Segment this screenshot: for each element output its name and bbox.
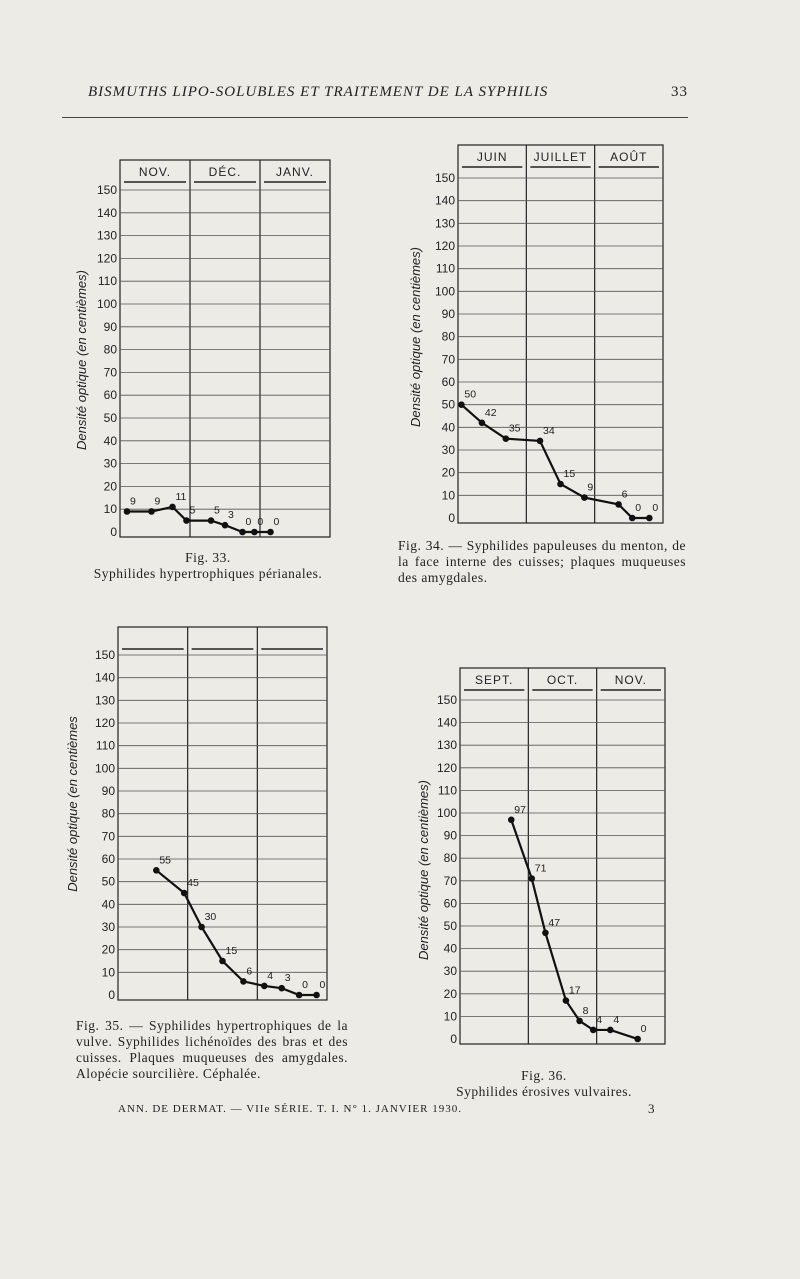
data-point	[267, 529, 274, 536]
y-tick-label: 40	[103, 433, 117, 448]
data-point	[629, 515, 636, 522]
data-point	[208, 517, 215, 524]
y-tick-label: 140	[436, 715, 457, 730]
data-label: 71	[534, 862, 547, 875]
data-point	[576, 1018, 583, 1025]
data-label: 35	[508, 422, 521, 435]
data-label: 5	[214, 504, 220, 517]
y-tick-label: 130	[94, 693, 115, 708]
data-label: 47	[548, 916, 561, 929]
fig-33-label: Fig. 33.	[185, 550, 231, 565]
data-label: 0	[302, 979, 308, 991]
month-label: JANV.	[276, 165, 314, 179]
y-tick-label: 80	[441, 329, 455, 344]
data-label: 9	[587, 481, 594, 494]
y-axis-label: Densité optique (en centièmes	[65, 716, 80, 892]
data-point	[169, 504, 176, 511]
y-tick-label: 20	[101, 942, 115, 957]
data-point	[261, 983, 268, 990]
y-tick-label: 60	[101, 852, 115, 866]
y-tick-label: 40	[443, 941, 457, 956]
y-tick-label: 90	[103, 319, 117, 334]
journal-footer: ANN. DE DERMAT. — VIIe SÉRIE. T. I. N° 1. JANVIER 1930.	[118, 1103, 462, 1115]
data-label: 0	[245, 516, 252, 528]
y-tick-label: 50	[103, 411, 117, 425]
data-label: 17	[568, 984, 581, 997]
data-label: 4	[596, 1013, 603, 1026]
y-tick-label: 90	[101, 784, 115, 798]
data-point	[615, 501, 622, 508]
data-point	[198, 924, 205, 931]
data-label: 3	[284, 972, 291, 985]
y-tick-label: 130	[96, 228, 117, 243]
data-label: 8	[582, 1004, 589, 1017]
y-tick-label: 80	[443, 851, 457, 866]
data-point	[581, 494, 588, 501]
month-label: OCT.	[546, 673, 579, 687]
data-point	[183, 517, 190, 524]
y-tick-label: 80	[101, 806, 115, 821]
running-head-title: BISMUTHS LIPO-SOLUBLES ET TRAITEMENT DE LA SYPHILIS	[88, 84, 549, 100]
y-tick-label: 150	[434, 171, 455, 185]
data-point	[124, 508, 131, 515]
data-label: 6	[246, 965, 253, 978]
y-tick-label: 0	[450, 1032, 457, 1046]
data-label: 0	[652, 502, 659, 514]
chart-fig-36	[410, 665, 675, 1055]
y-tick-label: 20	[443, 986, 457, 1001]
data-point	[634, 1036, 641, 1043]
data-point	[240, 978, 247, 985]
data-point	[607, 1027, 614, 1034]
y-tick-label: 100	[94, 761, 115, 776]
month-label: AOÛT	[610, 150, 648, 164]
y-tick-label: 110	[95, 738, 115, 753]
data-point	[537, 438, 544, 445]
y-tick-label: 10	[443, 1009, 457, 1024]
data-label: 45	[187, 877, 199, 889]
y-tick-label: 10	[441, 488, 455, 503]
data-label: 15	[225, 945, 238, 957]
data-point	[148, 508, 155, 515]
fig-36-label: Fig. 36.	[521, 1068, 567, 1083]
y-tick-label: 120	[436, 760, 457, 775]
data-label: 9	[130, 495, 136, 508]
y-tick-label: 0	[110, 525, 117, 539]
data-point	[479, 420, 486, 427]
series-line	[156, 870, 316, 995]
plot-frame	[458, 145, 663, 523]
y-tick-label: 140	[94, 670, 115, 685]
y-tick-label: 140	[96, 205, 117, 220]
y-tick-label: 70	[101, 829, 115, 844]
page-number: 33	[671, 84, 688, 100]
data-point	[313, 992, 320, 999]
y-tick-label: 20	[103, 479, 117, 494]
y-axis-label: Densité optique (en centièmes)	[408, 247, 423, 427]
data-point	[239, 529, 246, 536]
y-axis-label: Densité optique (en centièmes)	[416, 780, 431, 960]
data-point	[557, 481, 564, 488]
y-tick-label: 70	[443, 873, 457, 888]
data-label: 11	[175, 490, 187, 503]
y-tick-label: 60	[103, 388, 117, 403]
series-line	[461, 405, 649, 518]
data-point	[503, 435, 510, 442]
y-tick-label: 50	[101, 874, 115, 889]
series-line	[511, 820, 637, 1039]
y-tick-label: 130	[436, 738, 457, 753]
y-tick-label: 60	[443, 896, 457, 911]
data-label: 50	[464, 388, 477, 401]
data-point	[528, 875, 535, 882]
y-tick-label: 40	[101, 897, 115, 912]
data-label: 97	[514, 803, 526, 816]
data-label: 6	[621, 488, 628, 501]
y-tick-label: 150	[436, 693, 457, 707]
plot-frame	[120, 160, 330, 537]
chart-fig-34	[398, 142, 673, 527]
y-tick-label: 50	[441, 397, 455, 412]
data-label: 0	[640, 1023, 647, 1035]
data-point	[222, 522, 229, 529]
data-label: 9	[154, 495, 161, 508]
y-tick-label: 30	[441, 443, 455, 457]
fig-33-caption	[60, 550, 356, 582]
data-label: 55	[159, 854, 172, 867]
data-point	[296, 992, 303, 999]
y-tick-label: 20	[441, 465, 455, 480]
month-label: DÉC.	[208, 165, 242, 179]
data-point	[646, 515, 653, 522]
data-label: 0	[273, 516, 280, 528]
y-tick-label: 110	[437, 783, 457, 798]
data-point	[508, 816, 515, 823]
data-point	[251, 529, 258, 536]
data-label: 34	[543, 424, 555, 437]
y-tick-label: 10	[101, 965, 115, 980]
month-label: JUIN	[476, 150, 508, 164]
y-tick-label: 80	[103, 342, 117, 357]
month-label: NOV.	[614, 673, 647, 687]
data-label: 3	[228, 509, 234, 522]
month-label: JUILLET	[533, 150, 588, 164]
data-label: 4	[267, 969, 274, 982]
data-label: 0	[257, 516, 264, 528]
data-point	[278, 985, 285, 992]
data-point	[458, 401, 465, 408]
y-tick-label: 120	[94, 716, 115, 730]
month-label: SEPT.	[474, 673, 514, 687]
fig-34-caption: Fig. 34. — Syphilides papuleuses du menton, de la face interne des cuisses; plaques muqueuses des amygdales.	[398, 538, 686, 585]
y-tick-label: 10	[103, 502, 117, 517]
data-point	[563, 997, 570, 1004]
y-tick-label: 150	[96, 183, 117, 197]
y-tick-label: 30	[103, 456, 117, 471]
data-label: 42	[484, 406, 497, 419]
data-point	[153, 867, 160, 874]
y-tick-label: 100	[434, 284, 455, 299]
sheet-number: 3	[648, 1101, 655, 1116]
y-tick-label: 30	[101, 920, 115, 934]
y-tick-label: 140	[434, 193, 455, 208]
chart-fig-35	[62, 624, 337, 1009]
data-point	[219, 958, 226, 965]
y-tick-label: 100	[436, 806, 457, 820]
y-tick-label: 50	[443, 919, 457, 933]
header-rule	[62, 117, 688, 118]
y-axis-label: Densité optique (en centièmes)	[74, 270, 89, 450]
fig-36-caption	[418, 1068, 670, 1100]
y-tick-label: 100	[96, 297, 117, 311]
y-tick-label: 150	[94, 648, 115, 662]
y-tick-label: 0	[448, 511, 455, 525]
y-tick-label: 30	[443, 964, 457, 979]
data-label: 5	[189, 504, 196, 517]
data-label: 0	[319, 979, 326, 991]
data-label: 4	[613, 1013, 620, 1026]
y-tick-label: 70	[441, 352, 455, 367]
y-tick-label: 60	[441, 375, 455, 389]
running-head	[88, 84, 688, 101]
y-tick-label: 70	[103, 365, 117, 380]
y-tick-label: 110	[97, 274, 117, 289]
data-label: 0	[635, 502, 642, 514]
chart-fig-33	[68, 155, 338, 550]
data-label: 15	[563, 468, 576, 480]
month-label: NOV.	[138, 165, 172, 179]
data-point	[542, 929, 549, 936]
y-tick-label: 0	[108, 988, 115, 1002]
fig-36-description: Syphilides érosives vulvaires.	[456, 1084, 632, 1099]
y-tick-label: 40	[441, 420, 455, 435]
data-point	[181, 890, 188, 897]
y-tick-label: 130	[434, 216, 455, 231]
data-point	[590, 1027, 597, 1034]
y-tick-label: 120	[96, 251, 117, 266]
fig-35-caption: Fig. 35. — Syphilides hypertrophiques de la vulve. Syphilides lichénoïdes des bras et des cuisses. Plaques muqueuses des amygdales. Alopécie sourcilière. Céphalée.	[76, 1018, 348, 1081]
y-tick-label: 110	[435, 261, 455, 276]
y-tick-label: 90	[443, 828, 457, 843]
y-tick-label: 120	[434, 239, 455, 253]
data-label: 30	[204, 911, 217, 923]
fig-33-description: Syphilides hypertrophiques périanales.	[93, 566, 323, 581]
y-tick-label: 90	[441, 307, 455, 321]
